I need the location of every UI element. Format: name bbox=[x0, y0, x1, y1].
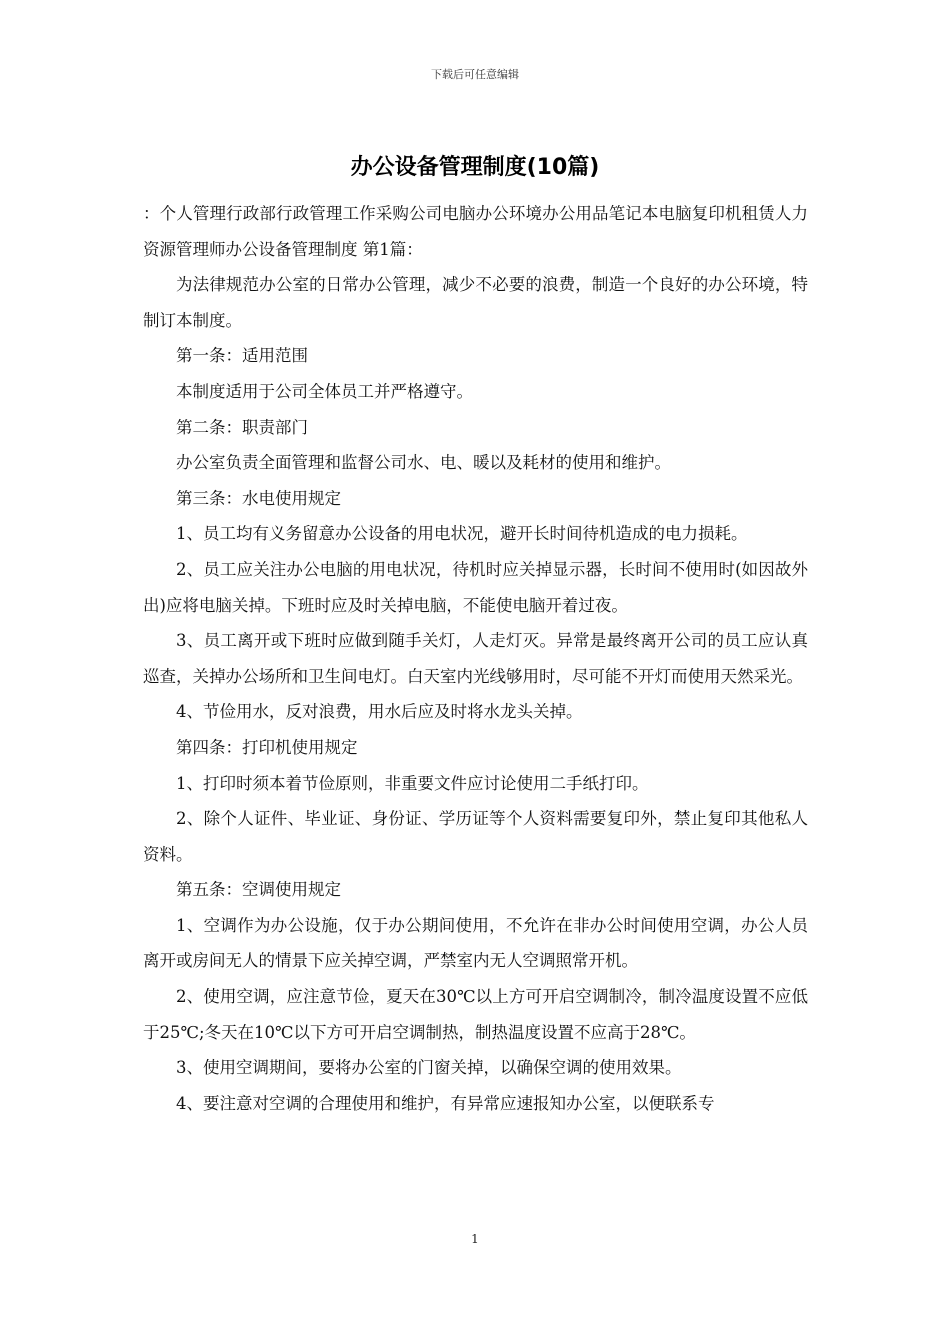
paragraph: 第四条：打印机使用规定 bbox=[176, 737, 358, 757]
paragraph: 4、要注意对空调的合理使用和维护，有异常应速报知办公室，以便联系专 bbox=[176, 1093, 715, 1113]
paragraph: 1、员工均有义务留意办公设备的用电状况，避开长时间待机造成的电力损耗。 bbox=[176, 524, 748, 544]
paragraph: 4、节俭用水，反对浪费，用水后应及时将水龙头关掉。 bbox=[176, 702, 583, 722]
page-header: 下载后可任意编辑 bbox=[431, 68, 519, 81]
paragraph: 第一条：适用范围 bbox=[176, 346, 308, 366]
paragraph: 第三条：水电使用规定 bbox=[176, 488, 341, 508]
page-number: 1 bbox=[471, 1232, 479, 1246]
paragraph: 办公室负责全面管理和监督公司水、电、暖以及耗材的使用和维护。 bbox=[176, 453, 671, 473]
paragraph: 为法律规范办公室的日常办公管理，减少不必要的浪费，制造一个良好的办公环境，特制订本制度。 bbox=[143, 275, 808, 330]
paragraph: 2、使用空调，应注意节俭，夏天在30℃以上方可开启空调制冷，制冷温度设置不应低于25℃;冬天在10℃以下方可开启空调制热，制热温度设置不应高于28℃。 bbox=[143, 987, 808, 1042]
paragraph: 本制度适用于公司全体员工并严格遵守。 bbox=[176, 381, 473, 401]
paragraph: 2、员工应关注办公电脑的用电状况，待机时应关掉显示器，长时间不使用时(如因故外出)应将电脑关掉。下班时应及时关掉电脑，不能使电脑开着过夜。 bbox=[143, 559, 808, 615]
paragraph: 1、空调作为办公设施，仅于办公期间使用，不允许在非办公时间使用空调，办公人员离开或房间无人的情景下应关掉空调，严禁室内无人空调照常开机。 bbox=[143, 915, 808, 971]
document-title: 办公设备管理制度(10篇) bbox=[350, 155, 600, 180]
paragraph: 2、除个人证件、毕业证、身份证、学历证等个人资料需要复印外，禁止复印其他私人资料。 bbox=[143, 809, 808, 864]
paragraph: 第二条：职责部门 bbox=[176, 417, 308, 437]
document-body bbox=[143, 196, 808, 1121]
paragraph: ：个人管理行政部行政管理工作采购公司电脑办公环境办公用品笔记本电脑复印机租赁人力资源管理师办公设备管理制度 第1篇： bbox=[143, 204, 808, 259]
paragraph: 3、使用空调期间，要将办公室的门窗关掉，以确保空调的使用效果。 bbox=[176, 1058, 682, 1078]
paragraph: 第五条：空调使用规定 bbox=[176, 880, 341, 900]
paragraph: 3、员工离开或下班时应做到随手关灯，人走灯灭。异常是最终离开公司的员工应认真巡查，关掉办公场所和卫生间电灯。白天室内光线够用时，尽可能不开灯而使用天然采光。 bbox=[143, 631, 808, 686]
paragraph: 1、打印时须本着节俭原则，非重要文件应讨论使用二手纸打印。 bbox=[176, 773, 649, 793]
